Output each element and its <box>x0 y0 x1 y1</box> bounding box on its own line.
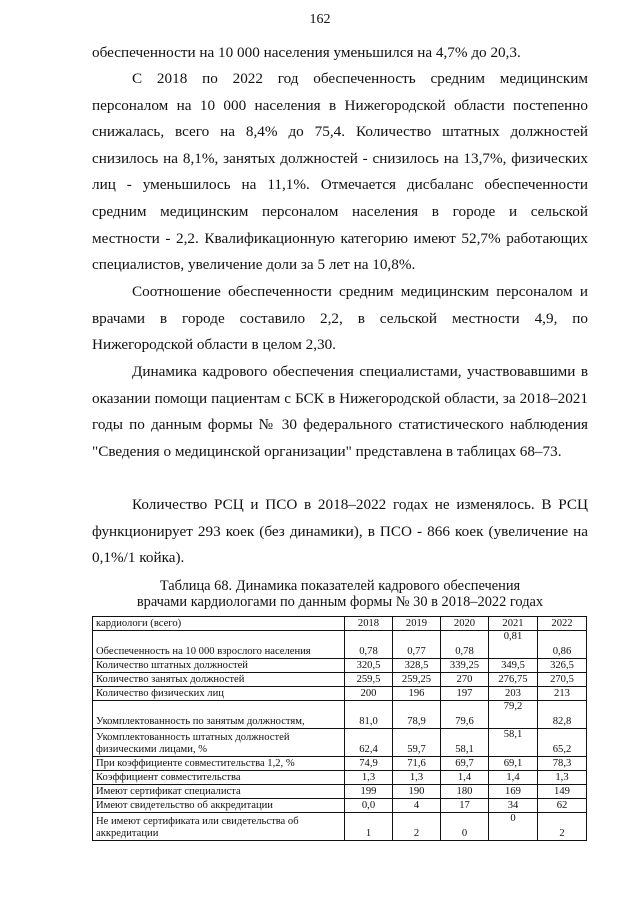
table-cell: 62 <box>538 799 587 813</box>
table-cell: 74,9 <box>345 757 393 771</box>
table-cell: 196 <box>393 687 441 701</box>
row-label: Не имеют сертификата или свидетельства об аккредитации <box>93 813 345 841</box>
table-cell: 270 <box>441 673 489 687</box>
table-cell: 71,6 <box>393 757 441 771</box>
table-cell: 79,6 <box>441 701 489 729</box>
table-caption-line-1: Таблица 68. Динамика показателей кадрового обеспечения <box>159 578 521 594</box>
table-cell: 199 <box>345 785 393 799</box>
header-cell: 2022 <box>538 617 587 631</box>
header-cell: 2018 <box>345 617 393 631</box>
row-label: Коэффициент совместительства <box>93 771 345 785</box>
staffing-table <box>92 616 587 841</box>
table-cell: 349,5 <box>489 659 538 673</box>
table-cell: 1,4 <box>489 771 538 785</box>
table-cell: 1 <box>345 813 393 841</box>
table-cell: 0,78 <box>345 631 393 659</box>
table-cell: 2 <box>393 813 441 841</box>
table-cell: 62,4 <box>345 729 393 757</box>
table-cell: 259,5 <box>345 673 393 687</box>
table-cell: 0,78 <box>441 631 489 659</box>
paragraph-1: обеспеченности на 10 000 населения уменьшился на 4,7% до 20,3. <box>92 44 521 61</box>
row-label: Количество штатных должностей <box>93 659 345 673</box>
table-cell: 203 <box>489 687 538 701</box>
row-label: Количество физических лиц <box>93 687 345 701</box>
table-caption-line-2: врачами кардиологами по данным формы № 30 в 2018–2022 годах <box>136 594 544 610</box>
table-row <box>93 701 587 729</box>
header-cell: 2019 <box>393 617 441 631</box>
table-cell: 58,1 <box>489 729 538 757</box>
table-cell: 59,7 <box>393 729 441 757</box>
table-row <box>93 673 587 687</box>
table-cell: 1,3 <box>345 771 393 785</box>
row-label: Имеют сертификат специалиста <box>93 785 345 799</box>
table-cell: 69,7 <box>441 757 489 771</box>
table-cell: 79,2 <box>489 701 538 729</box>
table-cell: 34 <box>489 799 538 813</box>
table-cell: 0,0 <box>345 799 393 813</box>
table-row <box>93 659 587 673</box>
paragraph-3: Соотношение обеспеченности средним медицинским персоналом и врачами в городе составило 2,2, в сельской местности 4,9, по Нижегородской области в целом 2,30. <box>92 283 588 354</box>
row-label: При коэффициенте совместительства 1,2, % <box>93 757 345 771</box>
table-cell: 328,5 <box>393 659 441 673</box>
table-cell: 339,25 <box>441 659 489 673</box>
table-row <box>93 771 587 785</box>
table-cell: 326,5 <box>538 659 587 673</box>
paragraph-4: Динамика кадрового обеспечения специалистами, участвовавшими в оказании помощи пациентам с БСК в Нижегородской области, за 2018–2021 годы по данным формы № 30 федерального статистического наблюдения "Сведения о медицинской организации" представлена в таблицах 68–73. <box>92 363 588 460</box>
table-cell: 1,3 <box>538 771 587 785</box>
table-row <box>93 785 587 799</box>
table-cell: 149 <box>538 785 587 799</box>
table-row <box>93 687 587 701</box>
table-cell: 169 <box>489 785 538 799</box>
table-row <box>93 799 587 813</box>
table-cell: 81,0 <box>345 701 393 729</box>
table-row <box>93 813 587 841</box>
table-cell: 1,4 <box>441 771 489 785</box>
table-row <box>93 729 587 757</box>
table-cell: 1,3 <box>393 771 441 785</box>
table-cell: 276,75 <box>489 673 538 687</box>
table-header-row <box>93 617 587 631</box>
table-row <box>93 757 587 771</box>
table-cell: 190 <box>393 785 441 799</box>
header-cell: 2020 <box>441 617 489 631</box>
table-cell: 0 <box>441 813 489 841</box>
table-cell: 213 <box>538 687 587 701</box>
table-cell: 180 <box>441 785 489 799</box>
table-row <box>93 631 587 659</box>
row-label: Имеют свидетельство об аккредитации <box>93 799 345 813</box>
table-cell: 58,1 <box>441 729 489 757</box>
table-cell: 65,2 <box>538 729 587 757</box>
page-number: 162 <box>309 12 331 27</box>
table-cell: 17 <box>441 799 489 813</box>
table-cell: 320,5 <box>345 659 393 673</box>
table-cell: 0 <box>489 813 538 841</box>
table-cell: 0,81 <box>489 631 538 659</box>
table-cell: 78,3 <box>538 757 587 771</box>
table-caption <box>92 578 588 610</box>
table-cell: 270,5 <box>538 673 587 687</box>
table-cell: 82,8 <box>538 701 587 729</box>
row-label: Обеспеченность на 10 000 взрослого населения <box>93 631 345 659</box>
paragraph-5: Количество РСЦ и ПСО в 2018–2022 годах не изменялось. В РСЦ функционирует 293 коек (без динамики), в ПСО - 866 коек (увеличение на 0,1%/1 койка). <box>92 496 588 567</box>
table-cell: 69,1 <box>489 757 538 771</box>
header-cell: 2021 <box>489 617 538 631</box>
header-cell: кардиологи (всего) <box>93 617 345 631</box>
table-cell: 259,25 <box>393 673 441 687</box>
table-cell: 0,77 <box>393 631 441 659</box>
table-cell: 2 <box>538 813 587 841</box>
table-cell: 0,86 <box>538 631 587 659</box>
table-cell: 197 <box>441 687 489 701</box>
row-label: Укомплектованность по занятым должностям, <box>93 701 345 729</box>
paragraph-2: С 2018 по 2022 год обеспеченность средним медицинским персоналом на 10 000 населения в Нижегородской области постепенно снижалась, всего на 8,4% до 75,4. Количество штатных должностей снизилось на 8,1%, занятых должностей - снизилось на 13,7%, физических лиц - уменьшилось на 11,1%. Отмечается дисбаланс обеспеченности средним медицинским персоналом населения в городе и сельской местности - 2,2. Квалификационную категорию имеют 52,7% работающих специалистов, увеличение доли за 5 лет на 10,8%. <box>92 70 588 274</box>
table-cell: 78,9 <box>393 701 441 729</box>
row-label: Количество занятых должностей <box>93 673 345 687</box>
row-label: Укомплектованность штатных должностей физическими лицами, % <box>93 729 345 757</box>
table-cell: 200 <box>345 687 393 701</box>
table-cell: 4 <box>393 799 441 813</box>
